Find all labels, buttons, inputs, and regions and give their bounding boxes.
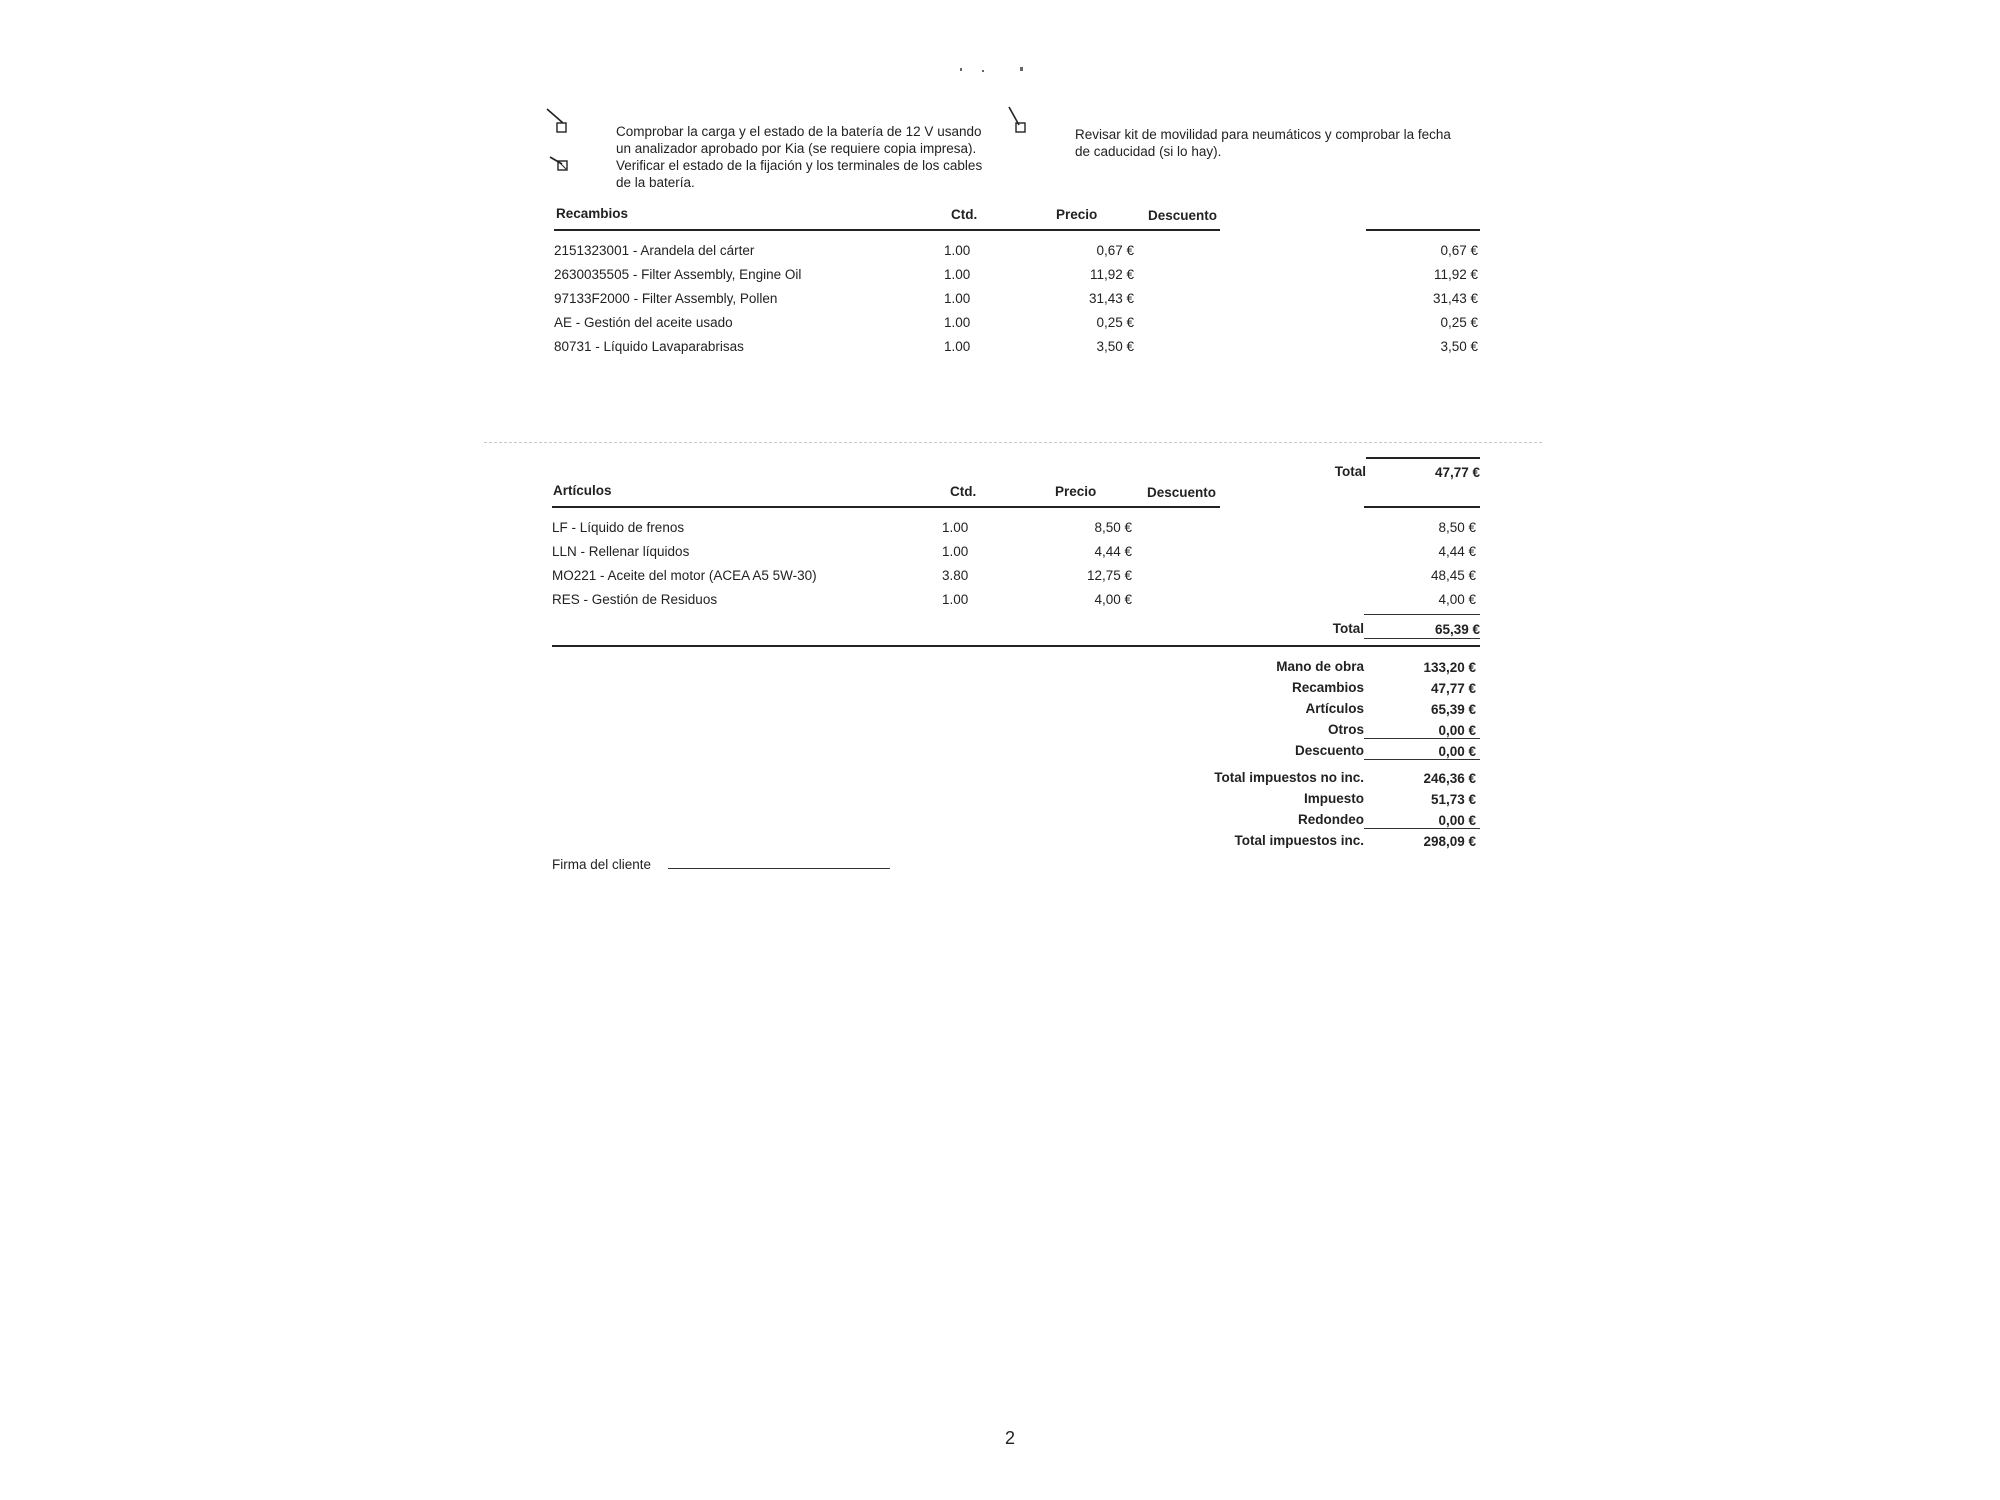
summary-block [0,658,2000,850]
row-qty: 1.00 [944,339,971,354]
row-qty: 1.00 [942,544,969,559]
row-amount: 3,50 € [1440,339,1478,354]
checklist-line: un analizador aprobado por Kia (se requiere copia impresa). [616,141,977,156]
row-price: 11,92 € [1089,267,1134,282]
summary-label: Total impuestos inc. [1234,833,1364,848]
checklist-line: Verificar el estado de la fijación y los terminales de los cables [616,158,983,173]
summary-label: Redondeo [1298,812,1364,827]
recambios-header-desc: Recambios [556,206,629,221]
table-row [552,591,1482,609]
amount-rule [1366,229,1480,231]
articulos-header-discount: Descuento [1147,485,1217,500]
total-rule [1364,638,1480,639]
row-price: 8,50 € [1094,520,1132,535]
checklist-line: Comprobar la carga y el estado de la batería de 12 V usando [616,124,982,139]
articulos-total-value: 65,39 € [1434,622,1480,637]
summary-value: 298,09 € [1423,834,1476,849]
table-row [554,338,1484,356]
row-amount: 4,00 € [1438,592,1476,607]
summary-value: 51,73 € [1430,792,1476,807]
row-qty: 1.00 [944,291,971,306]
row-price: 4,00 € [1094,592,1132,607]
scan-mark [982,70,984,72]
row-qty: 1.00 [944,315,971,330]
summary-value: 65,39 € [1430,702,1476,717]
recambios-header-qty: Ctd. [951,207,978,222]
row-desc: MO221 - Aceite del motor (ACEA A5 5W-30) [552,568,817,583]
row-desc: LLN - Rellenar líquidos [552,544,690,559]
row-qty: 1.00 [944,243,971,258]
row-desc: 97133F2000 - Filter Assembly, Pollen [554,291,778,306]
row-price: 0,25 € [1096,315,1134,330]
header-rule [554,229,1220,231]
articulos-header-price: Precio [1055,484,1097,499]
header-rule [552,506,1220,508]
checklist-line: de la batería. [616,175,695,190]
table-row [554,314,1484,332]
row-qty: 1.00 [944,267,971,282]
total-rule [1366,457,1480,459]
checkbox-icon[interactable] [548,153,578,183]
table-row [552,519,1482,537]
articulos-header-qty: Ctd. [950,484,977,499]
summary-value: 0,00 € [1438,744,1476,759]
signature-label: Firma del cliente [552,857,652,872]
row-amount: 4,44 € [1438,544,1476,559]
row-qty: 1.00 [942,520,969,535]
row-price: 3,50 € [1096,339,1134,354]
summary-underline [1364,738,1480,739]
page-number: 2 [1004,1428,1015,1448]
summary-underline [1364,759,1480,760]
total-rule [1364,614,1480,615]
row-price: 4,44 € [1094,544,1132,559]
checkbox-icon[interactable] [545,106,575,136]
table-row [552,567,1482,585]
scan-mark [960,68,962,71]
summary-separator [552,645,1480,647]
row-desc: 2151323001 - Arandela del cárter [554,243,755,258]
row-desc: AE - Gestión del aceite usado [554,315,733,330]
summary-value: 0,00 € [1438,813,1476,828]
row-amount: 48,45 € [1430,568,1476,583]
row-amount: 8,50 € [1438,520,1476,535]
checklist-line: Revisar kit de movilidad para neumáticos y comprobar la fecha [1075,127,1451,142]
table-row [554,266,1484,284]
summary-underline [1364,828,1480,829]
summary-label: Total impuestos no inc. [1214,770,1364,785]
articulos-total-label: Total [1332,621,1364,636]
table-row [554,290,1484,308]
page-separator [484,442,1542,443]
recambios-total-value: 47,77 € [1434,465,1480,480]
row-amount: 31,43 € [1432,291,1478,306]
signature-line[interactable] [668,868,890,869]
row-price: 31,43 € [1088,291,1134,306]
amount-rule [1364,506,1480,508]
summary-label: Artículos [1305,701,1364,716]
recambios-total-label: Total [1334,464,1366,479]
summary-label: Mano de obra [1276,659,1364,674]
row-qty: 1.00 [942,592,969,607]
summary-value: 133,20 € [1423,660,1476,675]
checklist-text [1075,126,1451,160]
table-row [552,543,1482,561]
articulos-table [552,519,1482,619]
row-qty: 3.80 [942,568,969,583]
summary-label: Impuesto [1303,791,1364,806]
checkbox-icon[interactable] [1007,106,1037,136]
recambios-header-price: Precio [1056,207,1098,222]
row-amount: 0,25 € [1440,315,1478,330]
table-row [554,242,1484,260]
row-price: 12,75 € [1086,568,1132,583]
row-amount: 0,67 € [1440,243,1478,258]
row-desc: LF - Líquido de frenos [552,520,685,535]
checklist-line: de caducidad (si lo hay). [1075,144,1222,159]
summary-value: 246,36 € [1423,771,1476,786]
summary-value: 0,00 € [1438,723,1476,738]
row-desc: 2630035505 - Filter Assembly, Engine Oil [554,267,802,282]
row-desc: RES - Gestión de Residuos [552,592,718,607]
articulos-header-desc: Artículos [553,483,612,498]
summary-label: Recambios [1291,680,1364,695]
summary-label: Descuento [1294,743,1364,758]
scan-mark [1020,67,1023,71]
summary-value: 47,77 € [1430,681,1476,696]
recambios-table [554,242,1484,362]
row-price: 0,67 € [1096,243,1134,258]
checklist-text [616,123,982,191]
row-amount: 11,92 € [1433,267,1478,282]
row-desc: 80731 - Líquido Lavaparabrisas [554,339,744,354]
recambios-header-discount: Descuento [1148,208,1218,223]
summary-label: Otros [1327,722,1364,737]
